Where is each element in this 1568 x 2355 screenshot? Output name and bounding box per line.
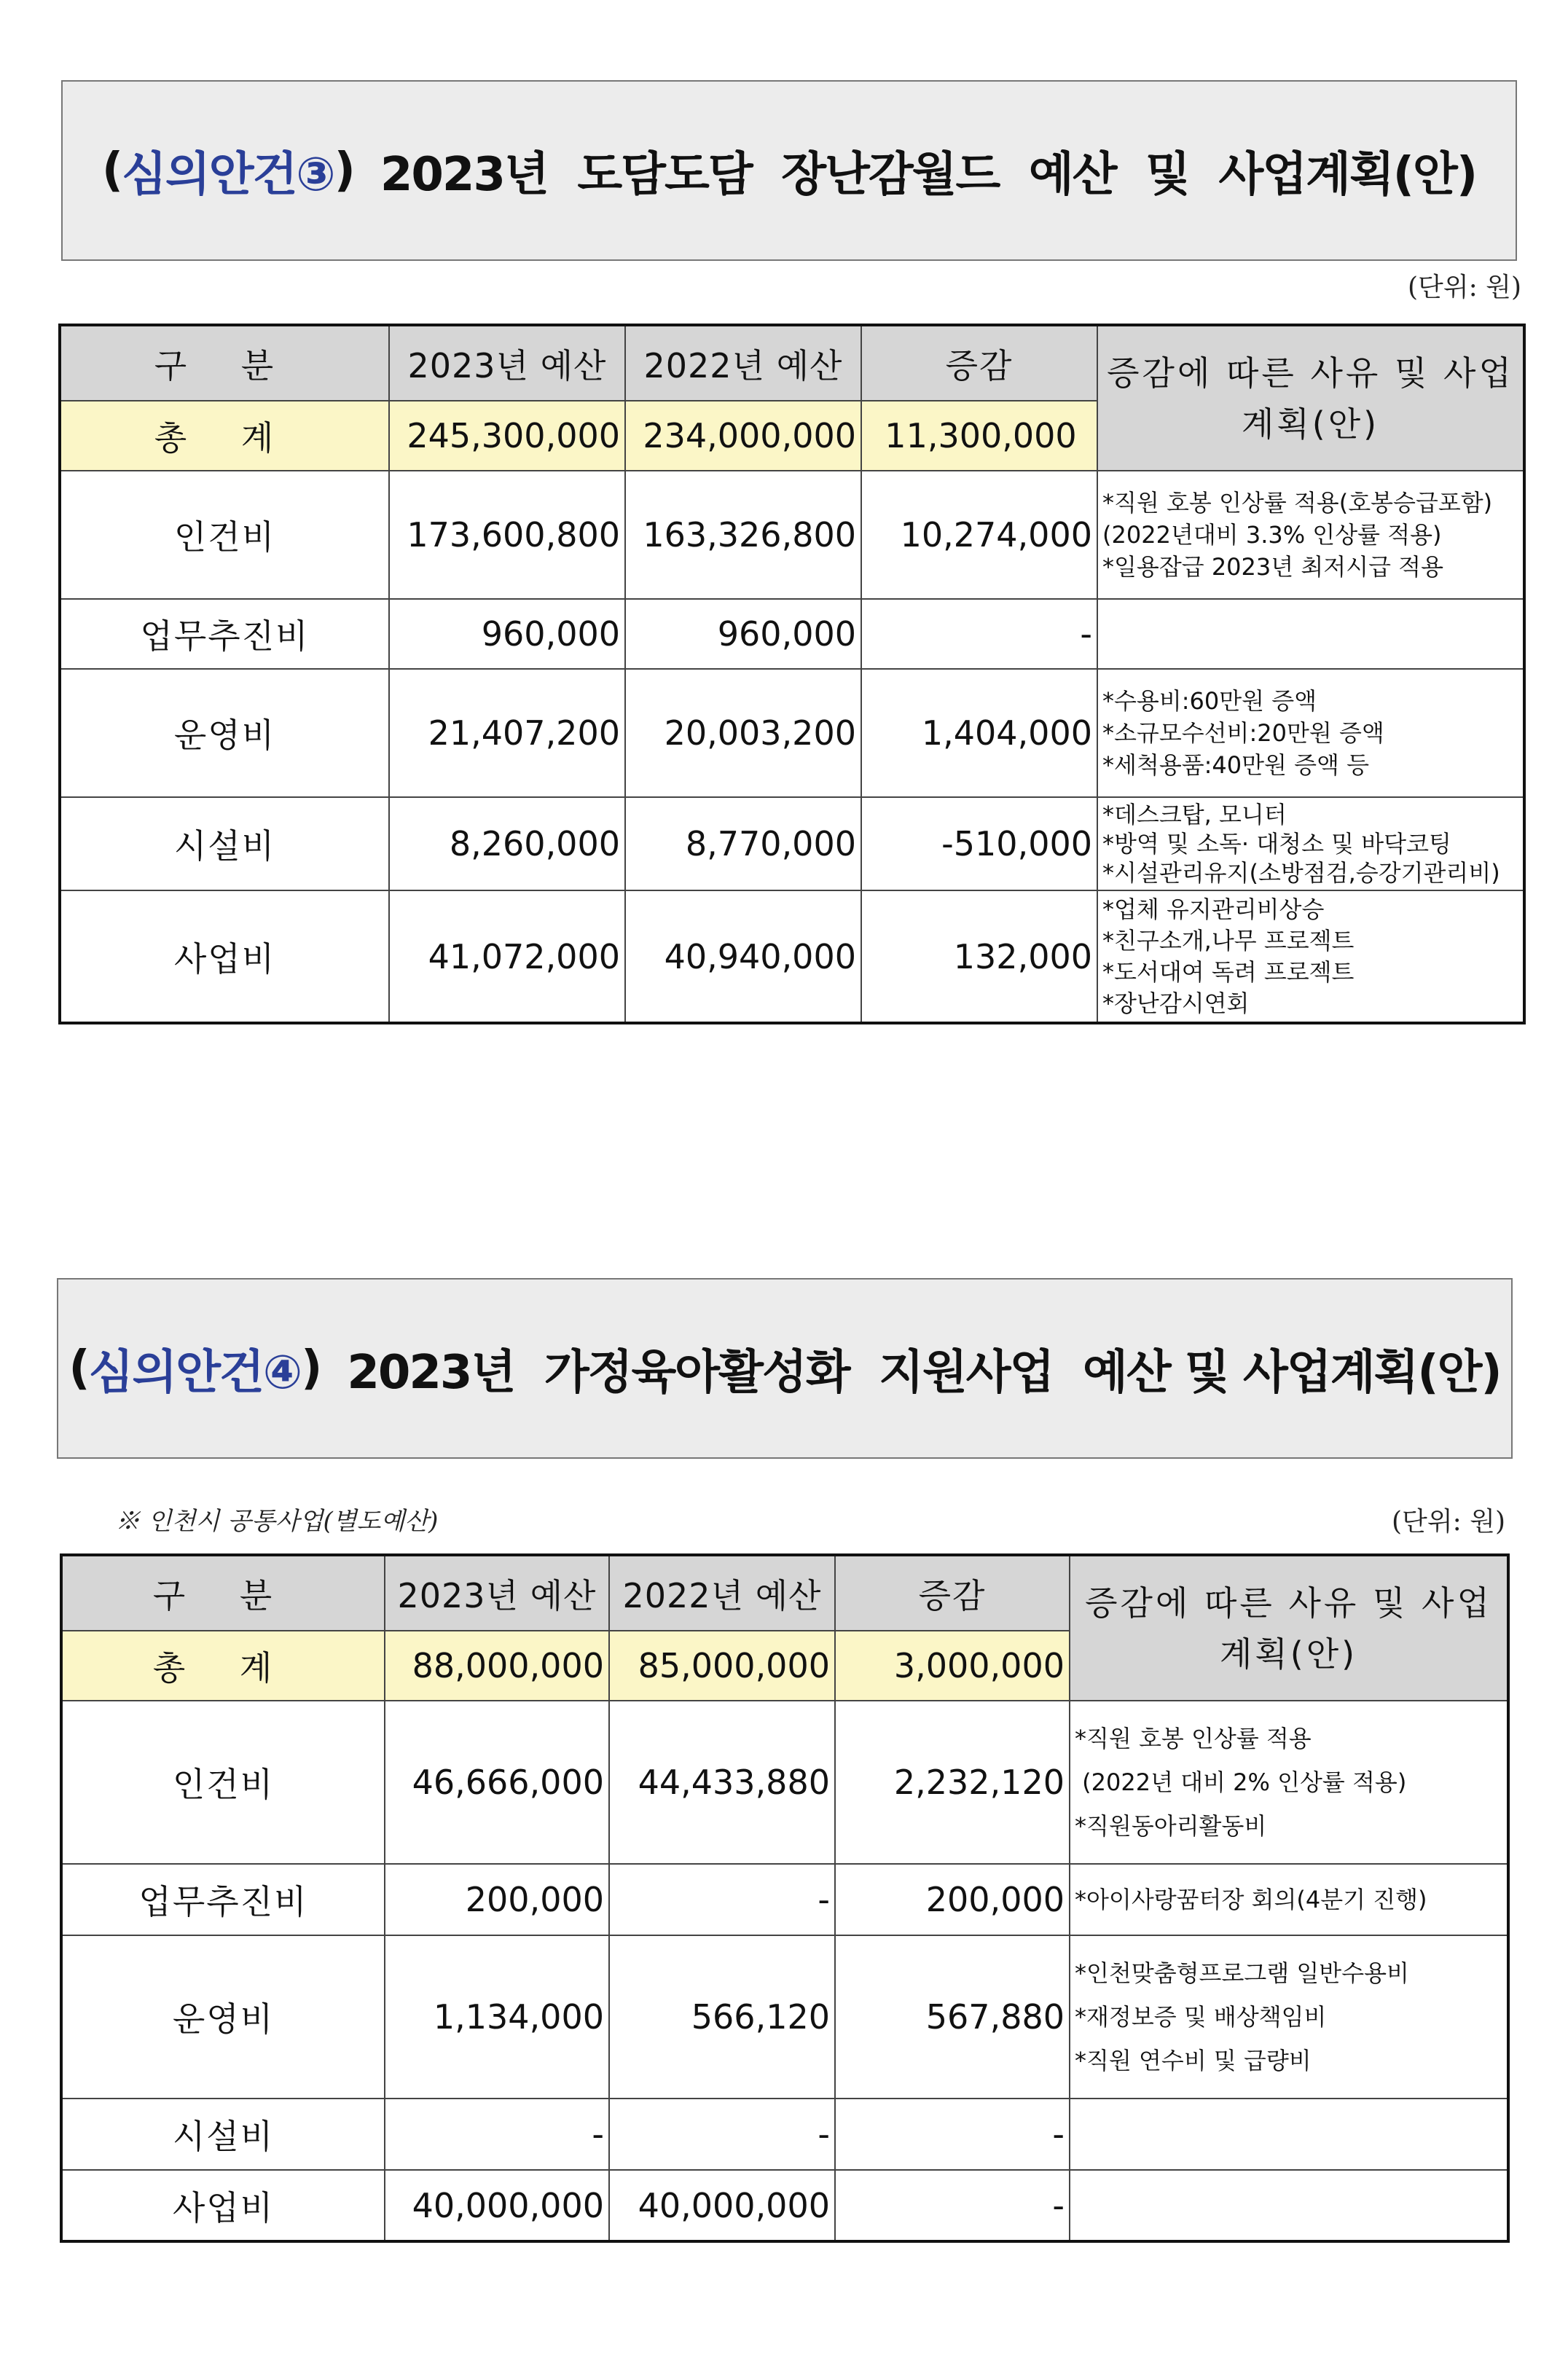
section2-row-label: 시설비 bbox=[61, 2099, 385, 2170]
reason-line: *인천맞춤형프로그램 일반수용비 bbox=[1075, 1959, 1409, 1987]
section2-total-2022: 85,000,000 bbox=[609, 1631, 835, 1701]
section2-row-reasons bbox=[1070, 1935, 1508, 2099]
table-row bbox=[61, 1864, 1508, 1935]
section1-total-2022: 234,000,000 bbox=[625, 401, 861, 471]
section1-total-2023: 245,300,000 bbox=[389, 401, 625, 471]
section2-row-2022: 566,120 bbox=[609, 1935, 835, 2099]
section1-row-reasons bbox=[1097, 471, 1524, 599]
section1-row-reasons bbox=[1097, 797, 1524, 890]
section2-row-reasons bbox=[1070, 1701, 1508, 1864]
section1-row-label: 시설비 bbox=[60, 797, 389, 890]
section2-row-label: 업무추진비 bbox=[61, 1864, 385, 1935]
table-row bbox=[61, 1701, 1508, 1864]
section1-row-reasons bbox=[1097, 599, 1524, 669]
section2-row-2022: - bbox=[609, 2099, 835, 2170]
reason-line: *방역 및 소독· 대청소 및 바닥코팅 bbox=[1102, 830, 1451, 858]
section2-header-2023: 2023년 예산 bbox=[385, 1555, 609, 1631]
section1-row-diff: 1,404,000 bbox=[861, 669, 1097, 797]
section1-header-2023: 2023년 예산 bbox=[389, 325, 625, 401]
reason-line: *소규모수선비:20만원 증액 bbox=[1102, 719, 1384, 747]
reason-line: *도서대여 독려 프로젝트 bbox=[1102, 957, 1355, 986]
reason-line: *재정보증 및 배상책임비 bbox=[1075, 2003, 1327, 2031]
section2-row-2023: 46,666,000 bbox=[385, 1701, 609, 1864]
reason-line: *세척용품:40만원 증액 등 bbox=[1102, 751, 1370, 779]
reason-line: *업체 유지관리비상승 bbox=[1102, 895, 1325, 923]
section1-unit-label: (단위: 원) bbox=[1408, 273, 1521, 302]
section2-budget-table bbox=[60, 1553, 1510, 2243]
section2-unit-label: (단위: 원) bbox=[1392, 1507, 1505, 1537]
table-row bbox=[60, 797, 1524, 890]
section1-row-label: 사업비 bbox=[60, 890, 389, 1023]
reason-line: *일용잡급 2023년 최저시급 적용 bbox=[1102, 553, 1443, 581]
section2-agenda-label: 심의안건④ bbox=[88, 1346, 302, 1400]
reason-line: (2022년대비 3.3% 인상률 적용) bbox=[1102, 521, 1442, 549]
table-row bbox=[61, 2170, 1508, 2241]
table-row bbox=[61, 2099, 1508, 2170]
section2-row-2022: - bbox=[609, 1864, 835, 1935]
reason-line: *직원 호봉 인상률 적용(호봉승급포함) bbox=[1102, 489, 1493, 517]
section1-row-2023: 41,072,000 bbox=[389, 890, 625, 1023]
section2-header-reason: 증감에 따른 사유 및 사업계획(안) bbox=[1070, 1555, 1508, 1701]
section2-row-2023: 1,134,000 bbox=[385, 1935, 609, 2099]
reason-line: *직원 호봉 인상률 적용 bbox=[1075, 1725, 1312, 1752]
section1-title-text: 2023년 도담도담 장난감월드 예산 및 사업계획(안) bbox=[380, 148, 1477, 202]
section2-row-diff: - bbox=[835, 2170, 1070, 2241]
section1-row-2023: 21,407,200 bbox=[389, 669, 625, 797]
reason-line: *데스크탑, 모니터 bbox=[1102, 801, 1287, 828]
table-row bbox=[60, 669, 1524, 797]
section1-row-reasons bbox=[1097, 890, 1524, 1023]
section1-row-diff: - bbox=[861, 599, 1097, 669]
section2-row-label: 인건비 bbox=[61, 1701, 385, 1864]
section2-row-2023: - bbox=[385, 2099, 609, 2170]
section1-row-2022: 20,003,200 bbox=[625, 669, 861, 797]
table-row bbox=[60, 471, 1524, 599]
reason-line: *장난감시연회 bbox=[1102, 989, 1250, 1017]
section2-header-2022: 2022년 예산 bbox=[609, 1555, 835, 1631]
section1-total-diff: 11,300,000 bbox=[861, 401, 1097, 471]
reason-line: *직원동아리활동비 bbox=[1075, 1812, 1267, 1840]
section2-header-diff: 증감 bbox=[835, 1555, 1070, 1631]
section2-row-label: 운영비 bbox=[61, 1935, 385, 2099]
section1-header-reason: 증감에 따른 사유 및 사업계획(안) bbox=[1097, 325, 1524, 471]
section1-agenda-label: 심의안건③ bbox=[122, 148, 334, 202]
section1-title-box bbox=[61, 80, 1517, 261]
section2-row-diff: 2,232,120 bbox=[835, 1701, 1070, 1864]
reason-line: *직원 연수비 및 급량비 bbox=[1075, 2047, 1312, 2074]
section2-row-2022: 40,000,000 bbox=[609, 2170, 835, 2241]
table-row bbox=[61, 1935, 1508, 2099]
section2-note: ※ 인천시 공통사업(별도예산) bbox=[115, 1507, 439, 1536]
section2-title-text: 2023년 가정육아활성화 지원사업 예산 및 사업계획(안) bbox=[347, 1346, 1501, 1400]
section1-row-2022: 163,326,800 bbox=[625, 471, 861, 599]
section2-total-diff: 3,000,000 bbox=[835, 1631, 1070, 1701]
section2-total-2023: 88,000,000 bbox=[385, 1631, 609, 1701]
section1-row-2023: 960,000 bbox=[389, 599, 625, 669]
section2-row-diff: 567,880 bbox=[835, 1935, 1070, 2099]
section1-row-diff: 10,274,000 bbox=[861, 471, 1097, 599]
reason-line: *시설관리유지(소방점검,승강기관리비) bbox=[1102, 859, 1500, 887]
section1-row-label: 인건비 bbox=[60, 471, 389, 599]
section2-title-box bbox=[57, 1278, 1513, 1459]
section1-budget-table bbox=[58, 324, 1526, 1024]
section1-header-2022: 2022년 예산 bbox=[625, 325, 861, 401]
section1-row-diff: 132,000 bbox=[861, 890, 1097, 1023]
section1-row-diff: -510,000 bbox=[861, 797, 1097, 890]
section2-row-diff: - bbox=[835, 2099, 1070, 2170]
section1-row-2022: 960,000 bbox=[625, 599, 861, 669]
table-row bbox=[60, 890, 1524, 1023]
reason-line: (2022년 대비 2% 인상률 적용) bbox=[1075, 1768, 1407, 1796]
section1-row-reasons bbox=[1097, 669, 1524, 797]
section1-title-close: ) bbox=[334, 144, 354, 197]
section2-title-close: ) bbox=[301, 1341, 321, 1395]
section2-row-reasons bbox=[1070, 2099, 1508, 2170]
section1-row-2023: 8,260,000 bbox=[389, 797, 625, 890]
section1-row-2023: 173,600,800 bbox=[389, 471, 625, 599]
section2-row-reasons bbox=[1070, 2170, 1508, 2241]
section1-row-label: 운영비 bbox=[60, 669, 389, 797]
section2-title-prefix: ( bbox=[68, 1341, 89, 1395]
section1-total-label: 총 계 bbox=[60, 401, 389, 471]
section2-row-diff: 200,000 bbox=[835, 1864, 1070, 1935]
reason-line: *수용비:60만원 증액 bbox=[1102, 687, 1317, 715]
section2-row-2022: 44,433,880 bbox=[609, 1701, 835, 1864]
section2-row-2023: 200,000 bbox=[385, 1864, 609, 1935]
section1-header-category: 구 분 bbox=[60, 325, 389, 401]
section1-header-diff: 증감 bbox=[861, 325, 1097, 401]
table-row bbox=[60, 599, 1524, 669]
section1-row-label: 업무추진비 bbox=[60, 599, 389, 669]
reason-line: *아이사랑꿈터장 회의(4분기 진행) bbox=[1075, 1886, 1427, 1913]
section1-row-2022: 40,940,000 bbox=[625, 890, 861, 1023]
section2-row-label: 사업비 bbox=[61, 2170, 385, 2241]
section2-row-2023: 40,000,000 bbox=[385, 2170, 609, 2241]
reason-line: *친구소개,나무 프로젝트 bbox=[1102, 926, 1355, 955]
section2-row-reasons bbox=[1070, 1864, 1508, 1935]
section2-total-label: 총 계 bbox=[61, 1631, 385, 1701]
section1-row-2022: 8,770,000 bbox=[625, 797, 861, 890]
section1-title-prefix: ( bbox=[101, 144, 122, 197]
section2-header-category: 구 분 bbox=[61, 1555, 385, 1631]
